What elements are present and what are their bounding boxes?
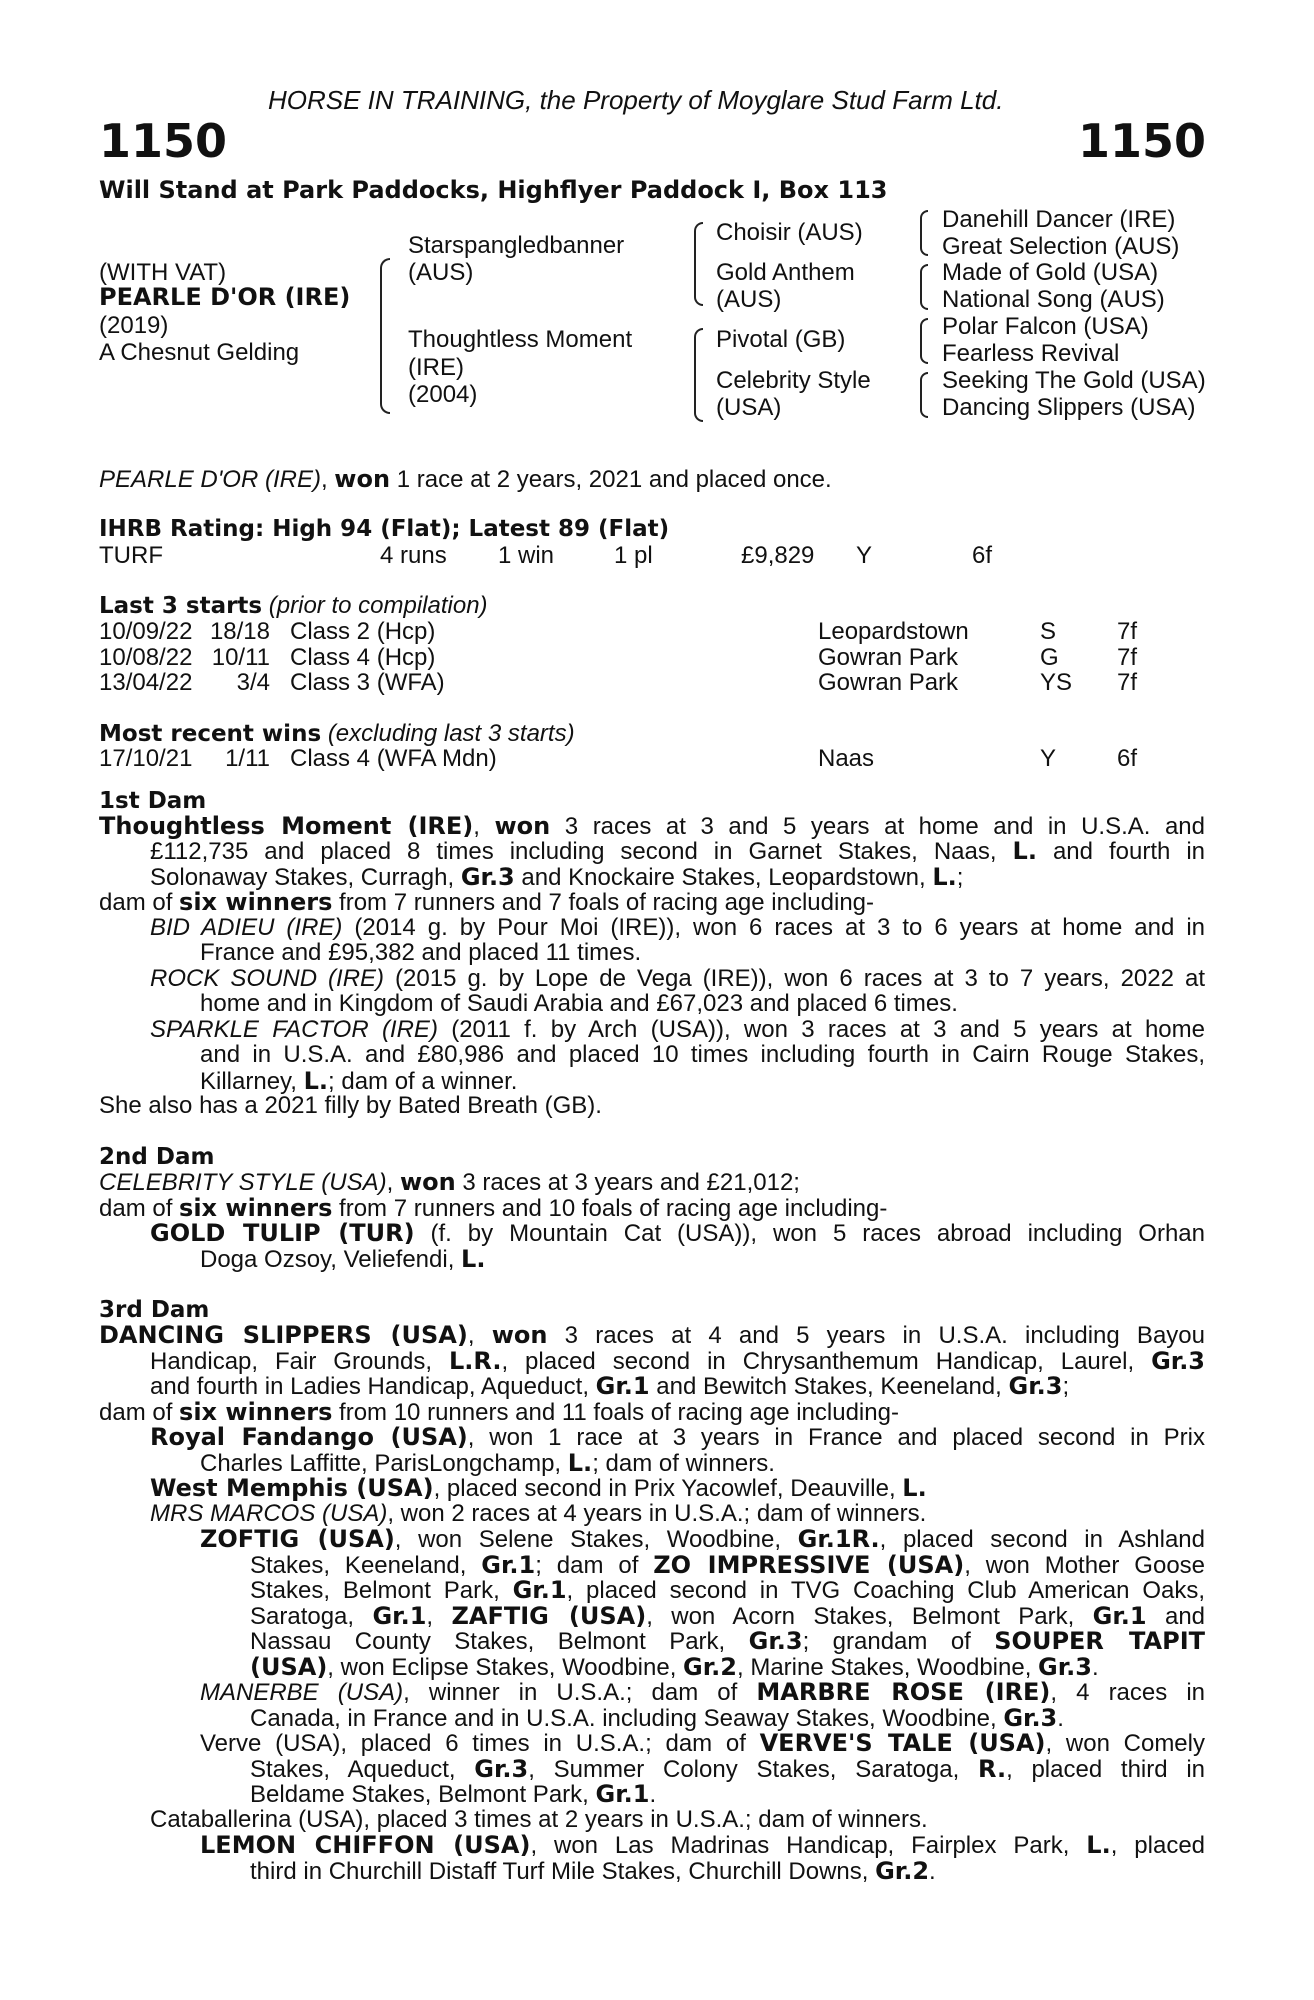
rating-runs: 4 runs — [380, 542, 447, 569]
text-segment: Doga Ozsoy, Veliefendi, — [200, 1246, 462, 1273]
race-going: YS — [1040, 669, 1073, 696]
text-segment: Nassau County Stakes, Belmont Park, — [250, 1628, 749, 1655]
race-date: 10/08/22 — [99, 643, 193, 671]
page-header-title: HORSE IN TRAINING, the Property of Moyglare Stud Farm Ltd. — [268, 85, 1004, 115]
pedigree-brace — [920, 264, 928, 310]
pedigree-brace — [380, 258, 390, 414]
text-segment: L.R. — [448, 1347, 502, 1375]
text-segment: Beldame Stakes, Belmont Park, — [250, 1781, 596, 1808]
text-segment: ZAFTIG (USA) — [451, 1602, 647, 1630]
race-pos: 3/4 — [236, 669, 270, 696]
text-segment: home and in Kingdom of Saudi Arabia and £67,023 and placed 6 times. — [200, 990, 958, 1017]
sire-name: Starspangledbanner — [408, 232, 625, 259]
ped-sss: Danehill Dancer (IRE) — [942, 206, 1176, 233]
text-segment: Gr.3 — [748, 1627, 803, 1655]
text-segment: (2011 f. by Arch (USA)), won 3 races at 3 and 5 years at home — [437, 1016, 1205, 1043]
text-line — [200, 991, 958, 1017]
race-dist: 6f — [1117, 745, 1138, 772]
text-segment: (2014 g. by Pour Moi (IRE)), won 6 races at 3 to 6 years at home and in — [342, 914, 1206, 941]
ped-dsd: Fearless Revival — [942, 340, 1120, 367]
text-segment: DANCING SLIPPERS (USA) — [99, 1321, 468, 1349]
text-segment: 3 races at 4 and 5 years in U.S.A. including Bayou — [547, 1322, 1205, 1349]
text-segment: , won Acorn Stakes, Belmont Park, — [646, 1603, 1093, 1630]
text-segment: , won Las Madrinas Handicap, Fairplex Park, — [530, 1832, 1087, 1859]
text-segment: , placed second in Prix Yacowlef, Deauville, — [433, 1475, 903, 1502]
text-segment: and fourth in — [1036, 838, 1206, 865]
rating-placed: 1 pl — [614, 542, 653, 569]
text-line — [250, 1577, 1205, 1604]
text-segment: , Marine Stakes, Woodbine, — [736, 1654, 1039, 1681]
rating-wins: 1 win — [498, 542, 555, 569]
race-going: G — [1040, 643, 1059, 671]
horse-vat: (WITH VAT) — [99, 259, 227, 286]
text-segment: West Memphis (USA) — [150, 1474, 434, 1502]
rating-earnings: £9,829 — [741, 542, 815, 569]
sire-sire: Choisir (AUS) — [716, 219, 863, 246]
text-segment: , — [386, 1169, 400, 1196]
ped-sdd: National Song (AUS) — [942, 286, 1165, 313]
text-line — [99, 1195, 887, 1222]
text-segment: 3 races at 3 years and £21,012; — [455, 1169, 800, 1196]
text-segment: , won Selene Stakes, Woodbine, — [394, 1526, 798, 1553]
text-segment: Stakes, Belmont Park, — [250, 1577, 513, 1604]
text-segment: ; — [956, 864, 964, 891]
text-segment: Gr.1R. — [797, 1525, 880, 1553]
race-dist: 7f — [1117, 669, 1138, 696]
text-line — [200, 1450, 775, 1477]
text-segment: Gr.2 — [875, 1857, 930, 1885]
race-date: 13/04/22 — [99, 669, 193, 696]
race-dist: 7f — [1117, 643, 1138, 671]
race-cls: Class 2 (Hcp) — [290, 618, 436, 645]
text-line — [200, 940, 641, 966]
race-going: Y — [1040, 745, 1057, 772]
text-segment: Killarney, — [200, 1068, 304, 1095]
third-dam-heading: 3rd Dam — [99, 1297, 210, 1323]
race-course: Leopardstown — [818, 618, 969, 645]
text-segment: , placed third in — [1006, 1756, 1206, 1783]
text-segment: (2015 g. by Lope de Vega (IRE)), won 6 races at 3 to 7 years, 2022 at — [384, 965, 1205, 992]
text-segment: from 7 runners and 10 foals of racing age including- — [332, 1195, 888, 1222]
text-line — [250, 1628, 1205, 1655]
rating-surface: TURF — [99, 542, 163, 569]
text-segment: dam of — [99, 1195, 180, 1222]
text-line — [200, 1832, 1205, 1859]
race-course: Naas — [818, 745, 875, 772]
text-segment: Canada, in France and in U.S.A. including Seaway Stakes, Woodbine, — [250, 1705, 1004, 1732]
text-segment: Cataballerina (USA), placed 3 times at 2 years in U.S.A.; dam of winners. — [150, 1806, 928, 1833]
text-segment: , placed — [1110, 1832, 1206, 1859]
pedigree-brace — [694, 328, 703, 422]
text-segment: BID ADIEU (IRE) — [150, 914, 343, 941]
text-line — [150, 864, 963, 891]
text-segment: , placed second in TVG Coaching Club American Oaks, — [566, 1577, 1205, 1604]
text-segment: ZO IMPRESSIVE (USA) — [653, 1551, 965, 1579]
dam-country: (IRE) — [408, 354, 464, 381]
text-segment: L. — [1086, 1831, 1111, 1859]
text-segment: , Summer Colony Stakes, Saratoga, — [528, 1756, 979, 1783]
dam-name: Thoughtless Moment — [408, 326, 633, 353]
text-segment: won — [491, 1321, 548, 1349]
race-course: Gowran Park — [818, 643, 959, 671]
ped-dds: Seeking The Gold (USA) — [942, 367, 1206, 394]
text-line — [250, 1781, 656, 1808]
text-segment: £112,735 and placed 8 times including second in Garnet Stakes, Naas, — [150, 838, 1013, 865]
text-segment: six winners — [179, 1398, 333, 1426]
text-line — [250, 1552, 1205, 1579]
text-segment: Charles Laffitte, ParisLongchamp, — [200, 1450, 568, 1477]
summary-horse-name: PEARLE D'OR (IRE) — [99, 466, 321, 493]
text-segment: , — [473, 813, 495, 840]
text-segment: LEMON CHIFFON (USA) — [200, 1831, 531, 1859]
race-cls: Class 4 (WFA Mdn) — [290, 745, 497, 772]
text-line — [99, 1399, 899, 1426]
text-segment: , — [467, 1322, 492, 1349]
text-segment: Gr.3 — [1008, 1372, 1063, 1400]
ped-dss: Polar Falcon (USA) — [942, 313, 1149, 340]
text-line — [150, 1424, 1205, 1451]
text-segment: ; dam of — [535, 1552, 654, 1579]
sire-country: (AUS) — [408, 259, 474, 286]
text-segment: Gr.1 — [1092, 1602, 1147, 1630]
text-segment: L. — [567, 1449, 593, 1477]
summary-text: 1 race at 2 years, 2021 and placed once. — [390, 466, 832, 493]
text-line — [150, 1807, 928, 1833]
text-segment: , placed second in Ashland — [879, 1526, 1206, 1553]
text-segment: L. — [902, 1474, 927, 1502]
text-segment: won — [494, 812, 551, 840]
text-segment: from 7 runners and 7 foals of racing age including- — [332, 889, 875, 916]
text-line — [99, 1169, 800, 1196]
text-segment: six winners — [179, 888, 333, 916]
text-segment: . — [1091, 1654, 1099, 1681]
text-segment: Gr.1 — [481, 1551, 536, 1579]
race-going: S — [1040, 618, 1057, 645]
text-segment: Gr.3 — [1003, 1704, 1058, 1732]
second-dam-heading: 2nd Dam — [99, 1144, 215, 1170]
text-segment: R. — [978, 1755, 1007, 1783]
race-summary: PEARLE D'OR (IRE), won 1 race at 2 years, 2021 and placed once. — [99, 465, 832, 493]
text-line — [250, 1756, 1205, 1783]
text-segment: dam of — [99, 1399, 180, 1426]
dam-sire: Pivotal (GB) — [716, 326, 846, 353]
text-line — [150, 915, 1205, 941]
ped-ssd: Great Selection (AUS) — [942, 233, 1180, 260]
horse-name: PEARLE D'OR (IRE) — [99, 283, 351, 311]
text-segment: , — [426, 1603, 452, 1630]
text-line — [150, 966, 1205, 992]
rating-distance: 6f — [972, 542, 993, 569]
text-segment: 3 races at 3 and 5 years at home and in U.S.A. and — [550, 813, 1206, 840]
pedigree-brace — [694, 222, 703, 306]
text-segment: , placed second in Chrysanthemum Handicap, Laurel, — [501, 1348, 1152, 1375]
text-segment: Saratoga, — [250, 1603, 373, 1630]
text-segment: , winner in U.S.A.; dam of — [403, 1679, 757, 1706]
text-segment: and in U.S.A. and £80,986 and placed 10 times including fourth in Cairn Rouge Stakes, — [200, 1041, 1205, 1068]
text-line — [200, 1246, 485, 1273]
race-date: 17/10/21 — [99, 745, 193, 772]
text-line — [250, 1858, 936, 1885]
text-segment: and Knockaire Stakes, Leopardstown, — [514, 864, 933, 891]
text-segment: MARBRE ROSE (IRE) — [756, 1678, 1051, 1706]
race-date: 10/09/22 — [99, 618, 193, 645]
rating-going: Y — [856, 542, 873, 569]
text-segment: MRS MARCOS (USA) — [150, 1500, 388, 1527]
sire-dam-name: Gold Anthem — [716, 259, 855, 286]
text-line — [150, 1501, 926, 1527]
text-segment: . — [649, 1781, 657, 1808]
text-line — [150, 1017, 1205, 1043]
text-line — [99, 1093, 602, 1119]
race-dist: 7f — [1117, 618, 1138, 645]
text-segment: SPARKLE FACTOR (IRE) — [150, 1016, 438, 1043]
dam-dam-name: Celebrity Style — [716, 367, 871, 394]
text-segment: France and £95,382 and placed 11 times. — [200, 939, 642, 966]
text-line — [250, 1654, 1099, 1681]
text-segment: dam of — [99, 889, 180, 916]
text-segment: (f. by Mountain Cat (USA)), won 5 races abroad including Orhan — [414, 1220, 1205, 1247]
text-segment: MANERBE (USA) — [200, 1679, 404, 1706]
text-segment: L. — [932, 863, 957, 891]
text-segment: and Bewitch Stakes, Keeneland, — [649, 1373, 1009, 1400]
race-pos: 18/18 — [209, 618, 270, 645]
text-line — [150, 838, 1205, 865]
race-pos: 1/11 — [225, 745, 270, 772]
text-segment: Stakes, Aqueduct, — [250, 1756, 475, 1783]
text-segment: Gr.2 — [683, 1653, 737, 1681]
pedigree-brace — [920, 318, 928, 364]
text-line — [99, 813, 1205, 840]
race-pos: 10/11 — [211, 643, 270, 671]
text-segment: Verve (USA), placed 6 times in U.S.A.; dam of — [200, 1730, 760, 1757]
text-segment: (USA) — [250, 1653, 328, 1681]
race-course: Gowran Park — [818, 669, 959, 696]
text-segment: Gr.1 — [595, 1372, 650, 1400]
text-line — [99, 889, 874, 916]
text-segment: Thoughtless Moment (IRE) — [99, 812, 474, 840]
text-segment: CELEBRITY STYLE (USA) — [99, 1169, 387, 1196]
text-line — [150, 1348, 1205, 1375]
text-line — [150, 1475, 927, 1502]
race-cls: Class 4 (Hcp) — [290, 643, 436, 671]
horse-year: (2019) — [99, 312, 169, 339]
lot-number-right: 1150 — [1077, 114, 1206, 168]
text-segment: , 4 races in — [1050, 1679, 1206, 1706]
text-segment: Gr.3 — [460, 863, 515, 891]
text-segment: Gr.1 — [512, 1576, 567, 1604]
text-line — [200, 1042, 1205, 1068]
text-segment: . — [1057, 1705, 1064, 1732]
summary-won: won — [334, 465, 391, 493]
text-segment: L. — [303, 1067, 329, 1095]
race-cls: Class 3 (WFA) — [290, 669, 445, 696]
text-line — [150, 1220, 1205, 1247]
text-line — [250, 1705, 1064, 1732]
text-segment: GOLD TULIP (TUR) — [150, 1219, 415, 1247]
text-line — [150, 1373, 1069, 1400]
lot-number-left: 1150 — [99, 114, 228, 168]
text-segment: six winners — [179, 1194, 333, 1222]
pedigree-brace — [920, 210, 928, 256]
text-segment: from 10 runners and 11 foals of racing age including- — [332, 1399, 899, 1426]
text-segment: . — [929, 1858, 936, 1885]
text-segment: Gr.3 — [1151, 1347, 1206, 1375]
sire-dam-country: (AUS) — [716, 286, 782, 313]
first-dam-heading: 1st Dam — [99, 788, 207, 814]
dam-year: (2004) — [408, 381, 478, 408]
rating-heading: IHRB Rating: High 94 (Flat); Latest 89 (Flat) — [99, 516, 670, 542]
text-segment: ; — [1062, 1373, 1070, 1400]
text-segment: , won Mother Goose — [964, 1552, 1206, 1579]
pedigree-brace — [920, 372, 928, 418]
recent-wins-heading: Most recent wins (excluding last 3 starts) — [99, 720, 575, 747]
text-segment: L. — [461, 1245, 486, 1273]
text-segment: , won Comely — [1045, 1730, 1205, 1757]
ped-sds: Made of Gold (USA) — [942, 259, 1159, 286]
text-segment: and fourth in Ladies Handicap, Aqueduct, — [150, 1373, 596, 1400]
text-segment: Stakes, Keeneland, — [250, 1552, 482, 1579]
text-segment: ZOFTIG (USA) — [200, 1525, 395, 1553]
text-segment: third in Churchill Distaff Turf Mile Stakes, Churchill Downs, — [250, 1858, 876, 1885]
last-starts-heading: Last 3 starts (prior to compilation) — [99, 592, 488, 619]
text-segment: ; dam of winners. — [592, 1450, 775, 1477]
text-segment: ; dam of a winner. — [328, 1068, 518, 1095]
text-line — [99, 1322, 1205, 1349]
text-segment: Gr.1 — [595, 1780, 650, 1808]
text-segment: VERVE'S TALE (USA) — [759, 1729, 1046, 1757]
text-segment: , won 2 races at 4 years in U.S.A.; dam of winners. — [387, 1500, 927, 1527]
text-segment: , won Eclipse Stakes, Woodbine, — [327, 1654, 684, 1681]
text-segment: ; grandam of — [802, 1628, 995, 1655]
text-segment: ROCK SOUND (IRE) — [150, 965, 385, 992]
text-segment: Gr.3 — [474, 1755, 529, 1783]
text-segment: Gr.3 — [1038, 1653, 1092, 1681]
text-line — [200, 1526, 1205, 1553]
stand-location: Will Stand at Park Paddocks, Highflyer Paddock I, Box 113 — [99, 176, 888, 204]
text-segment: Gr.1 — [372, 1602, 427, 1630]
text-line — [200, 1730, 1205, 1757]
ped-ddd: Dancing Slippers (USA) — [942, 394, 1196, 421]
text-line — [200, 1679, 1205, 1706]
text-segment: Royal Fandango (USA) — [150, 1423, 468, 1451]
text-segment: L. — [1012, 837, 1037, 865]
text-segment: Solonaway Stakes, Curragh, — [150, 864, 461, 891]
horse-description: A Chesnut Gelding — [99, 339, 300, 366]
text-segment: won — [399, 1168, 456, 1196]
text-segment: , won 1 race at 3 years in France and placed second in Prix — [467, 1424, 1205, 1451]
text-segment: SOUPER TAPIT — [994, 1627, 1205, 1655]
text-segment: She also has a 2021 filly by Bated Breath (GB). — [99, 1092, 602, 1119]
text-segment: Handicap, Fair Grounds, — [150, 1348, 449, 1375]
text-segment: and — [1146, 1603, 1206, 1630]
text-line — [200, 1068, 517, 1095]
dam-dam-country: (USA) — [716, 394, 782, 421]
text-line — [250, 1603, 1205, 1630]
